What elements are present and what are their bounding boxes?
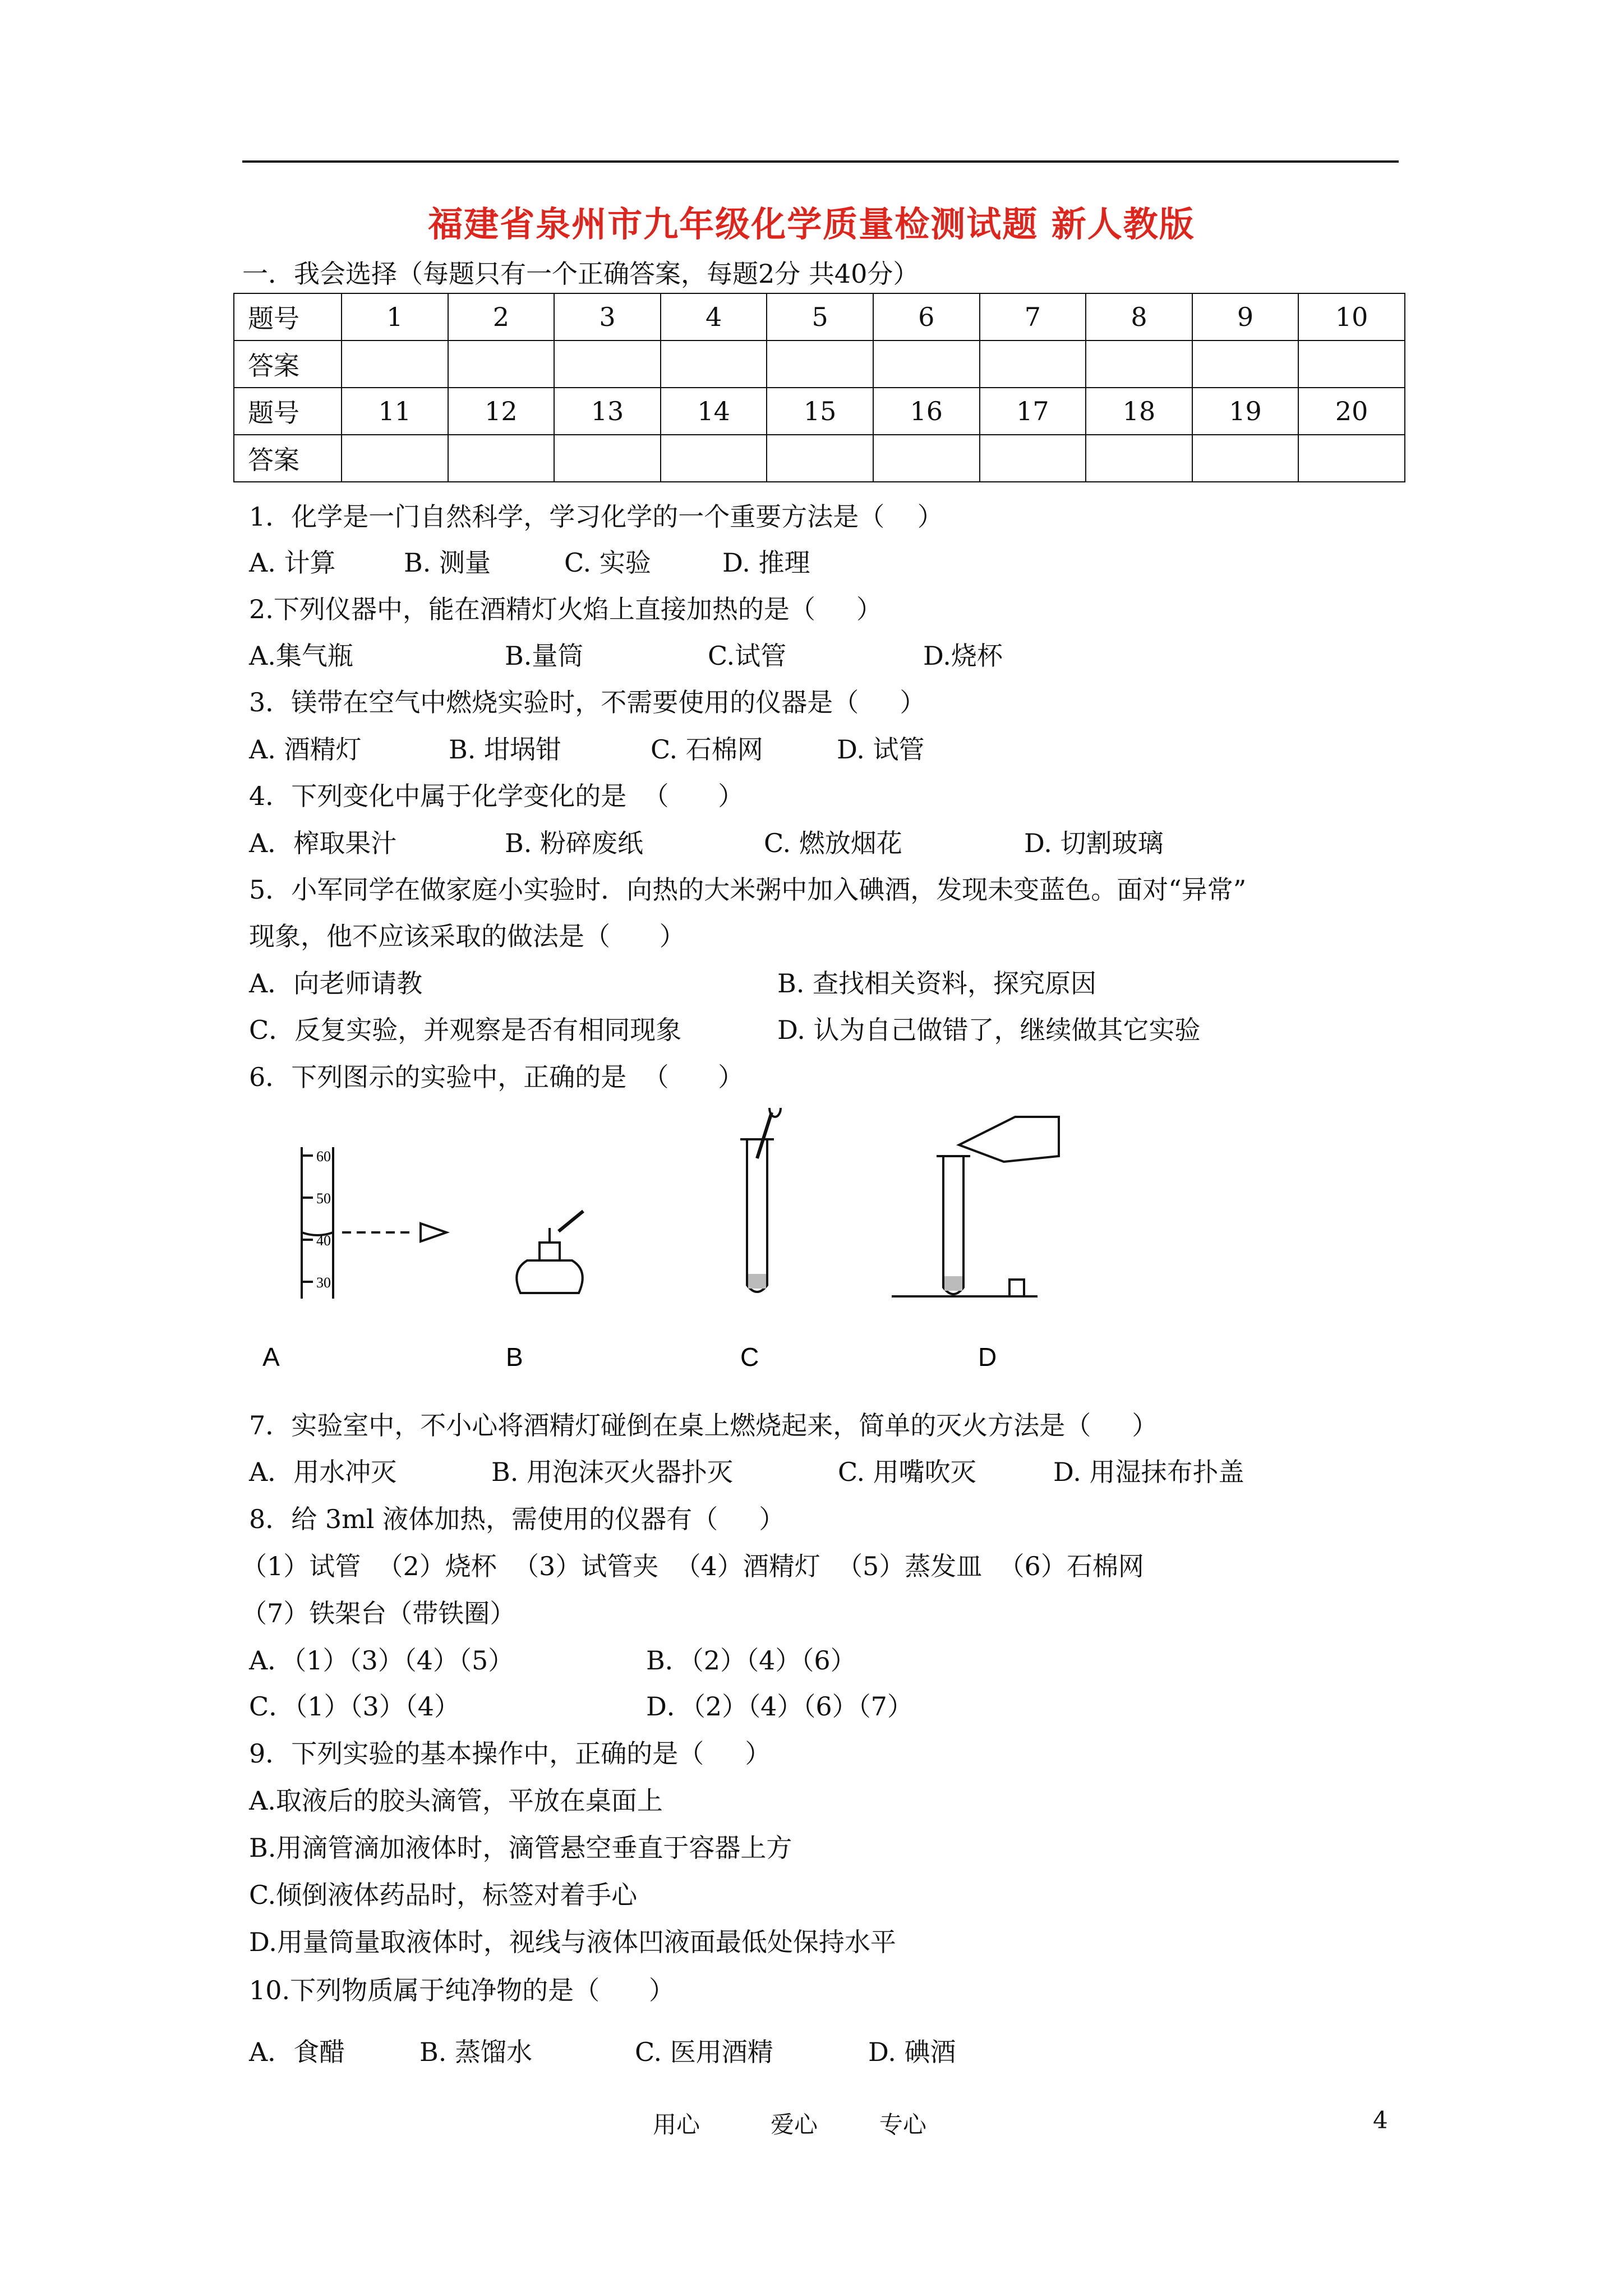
answer-table-cell [342,341,448,388]
answer-table-cell [1086,435,1192,482]
figure-c-liquid [748,1274,766,1289]
answer-table-cell: 16 [873,388,980,435]
scale-label-50: 50 [316,1190,331,1207]
answer-table-cell [1298,435,1405,482]
question-4-stem: 4．下列变化中属于化学变化的是 （ ） [249,781,744,811]
answer-table-cell: 9 [1192,293,1299,341]
answer-table-cell [1192,341,1299,388]
answer-table-cell [554,341,661,388]
answer-table-cell: 2 [448,293,555,341]
q5-option-b: B. 查找相关资料，探究原因 [777,968,1097,999]
question-9-stem: 9．下列实验的基本操作中，正确的是（ ） [249,1738,771,1769]
q3-option-d: D. 试管 [837,734,925,765]
answer-table-cell: 8 [1086,293,1192,341]
q1-option-c: C. 实验 [564,547,651,578]
q8-option-d: D．（2）（4）（6）（7） [646,1691,913,1722]
q8-option-c: C．（1）（3）（4） [249,1691,460,1722]
figure-d-liquid [944,1276,962,1291]
q8-items: （1）试管 （2）烧杯 （3）试管夹 （4）酒精灯 （5）蒸发皿 （6）石棉网 [241,1551,1144,1581]
answer-table-cell: 5 [767,293,873,341]
answer-table-cell: 6 [873,293,980,341]
q4-option-b: B. 粉碎废纸 [505,828,644,858]
q5-option-a: A．向老师请教 [249,968,423,999]
answer-table-cell [873,341,980,388]
answer-table-cell: 18 [1086,388,1192,435]
answer-table-cell: 1 [342,293,448,341]
question-8-stem: 8．给 3ml 液体加热，需使用的仪器有（ ） [249,1504,785,1534]
answer-table-cell: 7 [980,293,1086,341]
q1-option-b: B. 测量 [404,547,491,578]
q2-option-b: B.量筒 [505,641,584,671]
q2-option-c: C.试管 [708,641,787,671]
q4-option-c: C. 燃放烟花 [764,828,902,858]
q9-option-b: B.用滴管滴加液体时，滴管悬空垂直于容器上方 [249,1833,792,1863]
answer-table-row [234,341,1405,388]
answer-table-cell [873,435,980,482]
answer-table-row [234,293,1405,341]
q9-option-a: A.取液后的胶头滴管，平放在桌面上 [249,1786,663,1816]
question-6-stem: 6．下列图示的实验中，正确的是 （ ） [249,1062,744,1092]
q8-option-a: A．（1）（3）（4）（5） [249,1645,514,1676]
answer-table-cell [767,341,873,388]
question-5-stem: 5．小军同学在做家庭小实验时．向热的大米粥中加入碘酒，发现未变蓝色。面对“异常” [249,875,1247,905]
answer-table-row-label: 题号 [234,293,342,341]
question-3-stem: 3．镁带在空气中燃烧实验时，不需要使用的仪器是（ ） [249,687,926,717]
figure-label-d: D [978,1342,997,1372]
q10-option-b: B. 蒸馏水 [419,2037,533,2067]
header-rule [242,160,1399,163]
q9-option-c: C.倾倒液体药品时，标签对着手心 [249,1880,638,1910]
figure-label-a: A [262,1342,280,1372]
question-2-stem: 2.下列仪器中，能在酒精灯火焰上直接加热的是（ ） [249,594,882,624]
answer-table-cell: 13 [554,388,661,435]
answer-table-cell: 12 [448,388,555,435]
q8-option-b: B．（2）（4）（6） [646,1645,856,1676]
answer-table-cell [661,341,767,388]
q3-option-c: C. 石棉网 [651,734,763,765]
answer-table-row [234,435,1405,482]
q1-option-a: A. 计算 [249,547,336,578]
q5-option-c: C．反复实验，并观察是否有相同现象 [249,1015,682,1045]
answer-table-row-label: 答案 [234,435,342,482]
figure-d-pouring [892,1117,1059,1296]
q3-option-a: A. 酒精灯 [249,734,362,765]
answer-table-cell: 19 [1192,388,1299,435]
scale-label-40: 40 [316,1232,331,1249]
answer-table-cell: 15 [767,388,873,435]
section-heading: 一．我会选择（每题只有一个正确答案，每题2分 共40分） [242,259,919,289]
answer-table-cell [554,435,661,482]
question-5-stem-cont: 现象，他不应该采取的做法是（ ） [249,921,685,951]
answer-table-cell [342,435,448,482]
q1-option-d: D. 推理 [722,547,810,578]
scale-label-30: 30 [316,1274,331,1291]
answer-table [233,293,1405,482]
scale-label-60: 60 [316,1148,331,1165]
q2-option-a: A.集气瓶 [249,641,353,671]
q4-option-a: A．榨取果汁 [249,828,397,858]
q7-option-d: D. 用湿抹布扑盖 [1053,1457,1244,1487]
footer-motto-1: 用心 [653,2111,700,2138]
page-title: 福建省泉州市九年级化学质量检测试题 新人教版 [428,204,1195,245]
answer-table-cell: 3 [554,293,661,341]
q7-option-b: B. 用泡沫灭火器扑灭 [491,1457,734,1487]
q4-option-d: D. 切割玻璃 [1024,828,1164,858]
figure-label-b: B [506,1342,523,1372]
q2-option-d: D.烧杯 [923,641,1003,671]
answer-table-row [234,388,1405,435]
q5-option-d: D. 认为自己做错了，继续做其它实验 [777,1015,1201,1045]
q8-items-cont: （7）铁架台（带铁圈） [241,1598,516,1628]
answer-table-cell: 14 [661,388,767,435]
answer-table-row-label: 答案 [234,341,342,388]
figure-c-dropper-test-tube [740,1108,781,1292]
q3-option-b: B. 坩埚钳 [449,734,562,765]
footer-motto-3: 专心 [879,2111,927,2138]
answer-table-cell [980,341,1086,388]
q9-option-d: D.用量筒量取液体时，视线与液体凹液面最低处保持水平 [249,1927,896,1957]
question-7-stem: 7．实验室中，不小心将酒精灯碰倒在桌上燃烧起来，简单的灭火方法是（ ） [249,1410,1158,1441]
page-number: 4 [1373,2106,1388,2134]
question-10-stem: 10.下列物质属于纯净物的是（ ） [249,1975,675,2005]
answer-table-cell [448,341,555,388]
q7-option-a: A．用水冲灭 [249,1457,397,1487]
q7-option-c: C. 用嘴吹灭 [838,1457,976,1487]
figure-b-alcohol-lamp [517,1211,583,1293]
answer-table-row-label: 题号 [234,388,342,435]
answer-table-cell [1192,435,1299,482]
footer-motto-2: 爱心 [771,2111,818,2138]
q10-option-d: D. 碘酒 [868,2037,956,2067]
answer-table-cell: 4 [661,293,767,341]
answer-table-cell: 11 [342,388,448,435]
answer-table-cell [448,435,555,482]
answer-table-cell: 10 [1298,293,1405,341]
answer-table-cell: 17 [980,388,1086,435]
q10-option-c: C. 医用酒精 [635,2037,773,2067]
answer-table-cell [980,435,1086,482]
answer-table-cell [1086,341,1192,388]
answer-table-cell [767,435,873,482]
answer-table-cell [661,435,767,482]
experiment-illustration [247,1108,1088,1388]
figure-label-c: C [740,1342,759,1372]
experiment-figure [247,1108,1088,1388]
q10-option-a: A．食醋 [249,2037,345,2067]
answer-table-cell: 20 [1298,388,1405,435]
answer-table-cell [1298,341,1405,388]
question-1-stem: 1．化学是一门自然科学，学习化学的一个重要方法是（ ） [249,501,943,532]
